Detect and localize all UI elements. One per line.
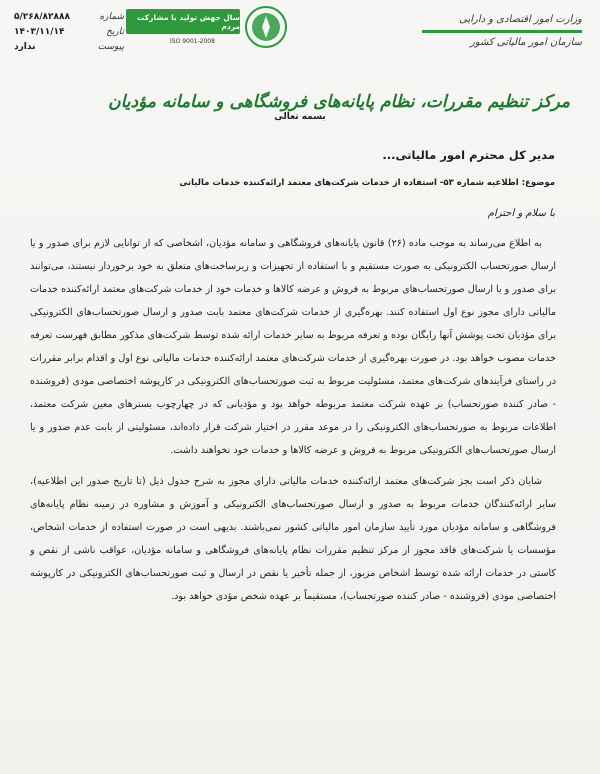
organization-name: سازمان امور مالیاتی کشور bbox=[470, 37, 582, 48]
letter-number: ۵/۲۶۸/۸۲۸۸۸ bbox=[14, 12, 71, 22]
addressee: مدیر کل محترم امور مالیاتی... bbox=[382, 148, 555, 162]
number-label: شماره bbox=[99, 12, 124, 22]
subject-line: موضوع: اطلاعیه شماره ۵۳- استفاده از خدمات شرکت‌های معتمد ارائه‌کننده خدمات مالیاتی bbox=[179, 178, 555, 188]
center-title: مرکز تنظیم مقررات، نظام پایانه‌های فروشگاهی و سامانه مؤدیان bbox=[108, 92, 570, 112]
letter-body bbox=[30, 232, 556, 616]
attachment-value: ندارد bbox=[14, 42, 36, 52]
greeting: با سلام و احترام bbox=[487, 208, 555, 219]
iso-label: ISO 9001-2008 bbox=[170, 38, 215, 45]
letter-meta bbox=[14, 10, 124, 55]
ministry-block bbox=[392, 12, 582, 51]
ministry-name: وزارت امور اقتصادی و دارایی bbox=[459, 14, 582, 25]
green-divider bbox=[422, 30, 582, 33]
body-paragraph-2: شایان ذکر است بجز شرکت‌های معتمد ارائه‌کننده خدمات مالیاتی دارای مجوز به شرح جدول ذیل (تا تاریخ صدور این اطلاعیه)، سایر ارائه‌کنندگان خدمات مربوط به صدور و ارسال صورتحساب‌های الکترونیکی و آموزش و مشاوره در زمینه نظام پایانه‌های فروشگاهی و سامانه مؤدیان مورد تأیید سازمان امور مالیاتی کشور نمی‌باشند. بدیهی است در صورت استفاده از خدمات اشخاص، مؤسسات یا شرکت‌های فاقد مجوز از مرکز تنظیم مقررات نظام پایانه‌های فروشگاهی و سامانه مؤدیان، عواقب ناشی از نقص و کاستی در خدمات ارائه شده توسط اشخاص مزبور، از جمله تأخیر یا نقص در ارسال و ثبت صورتحساب‌های الکترونیکی در کارپوشه اختصاصی مودی (فروشنده - صادر کننده صورتحساب)، مستقیماً بر عهده شخص مؤدی خواهد بود. bbox=[30, 476, 556, 602]
letter-date: ۱۴۰۳/۱۱/۱۴ bbox=[14, 27, 65, 37]
slogan-banner: سال جهش تولید با مشارکت مردم bbox=[126, 9, 240, 34]
emblem-seal-icon bbox=[244, 5, 288, 49]
body-paragraph-1: به اطلاع می‌رساند به موجب ماده (۲۶) قانون پایانه‌های فروشگاهی و سامانه مؤدیان، اشخاصی که از توانایی لازم برای صدور و یا ارسال صورتحساب الکترونیکی به صورت مستقیم و با استفاده از تجهیزات و زیرساخت‌های متعلق به خود برخوردار نیستند، می‌توانند برای صدور و یا ارسال صورتحساب‌های مربوط به فروش و عرضه کالاها و خدمات خود از خدمات شرکت‌های معتمد ارائه‌کننده خدمات مالیاتی دارای مجوز نوع اول استفاده کنند. بهره‌گیری از خدمات شرکت‌های معتمد بابت صدور و ارسال صورتحساب‌های الکترونیکی برای مؤدیان تحت پوشش آنها رایگان بوده و تعرفه مربوط به سایر خدمات ارائه شده توسط شرکت‌های مذکور مطابق فهرست تعرفه خدمات مصوب خواهد بود. در صورت بهره‌گیری از خدمات شرکت‌های معتمد ارائه‌کننده خدمات مالیاتی نوع اول و اقدام برابر مقررات در راستای فرآیندهای شرکت‌های معتمد، مسئولیت مربوط به ثبت صورتحساب‌های الکترونیکی در کارپوشه اختصاصی مودی (فروشنده - صادر کننده صورتحساب) بر عهده شرکت معتمد مربوطه خواهد بود و مؤدیانی که در چهارچوب بسترهای معین شرکت معتمد، اطلاعات مربوط به صورتحساب‌های الکترونیکی را در موعد مقرر در اختیار شرکت قرار داده‌اند، مسئولیتی از بابت عدم صدور و یا ارسال صورتحساب‌های الکترونیکی مربوط به فروش و عرضه کالاها و خدمات خود نخواهند داشت. bbox=[29, 238, 556, 456]
bismillah: بسمه تعالی bbox=[274, 112, 326, 122]
attachment-label: پیوست bbox=[97, 42, 124, 52]
date-label: تاریخ bbox=[106, 27, 124, 37]
